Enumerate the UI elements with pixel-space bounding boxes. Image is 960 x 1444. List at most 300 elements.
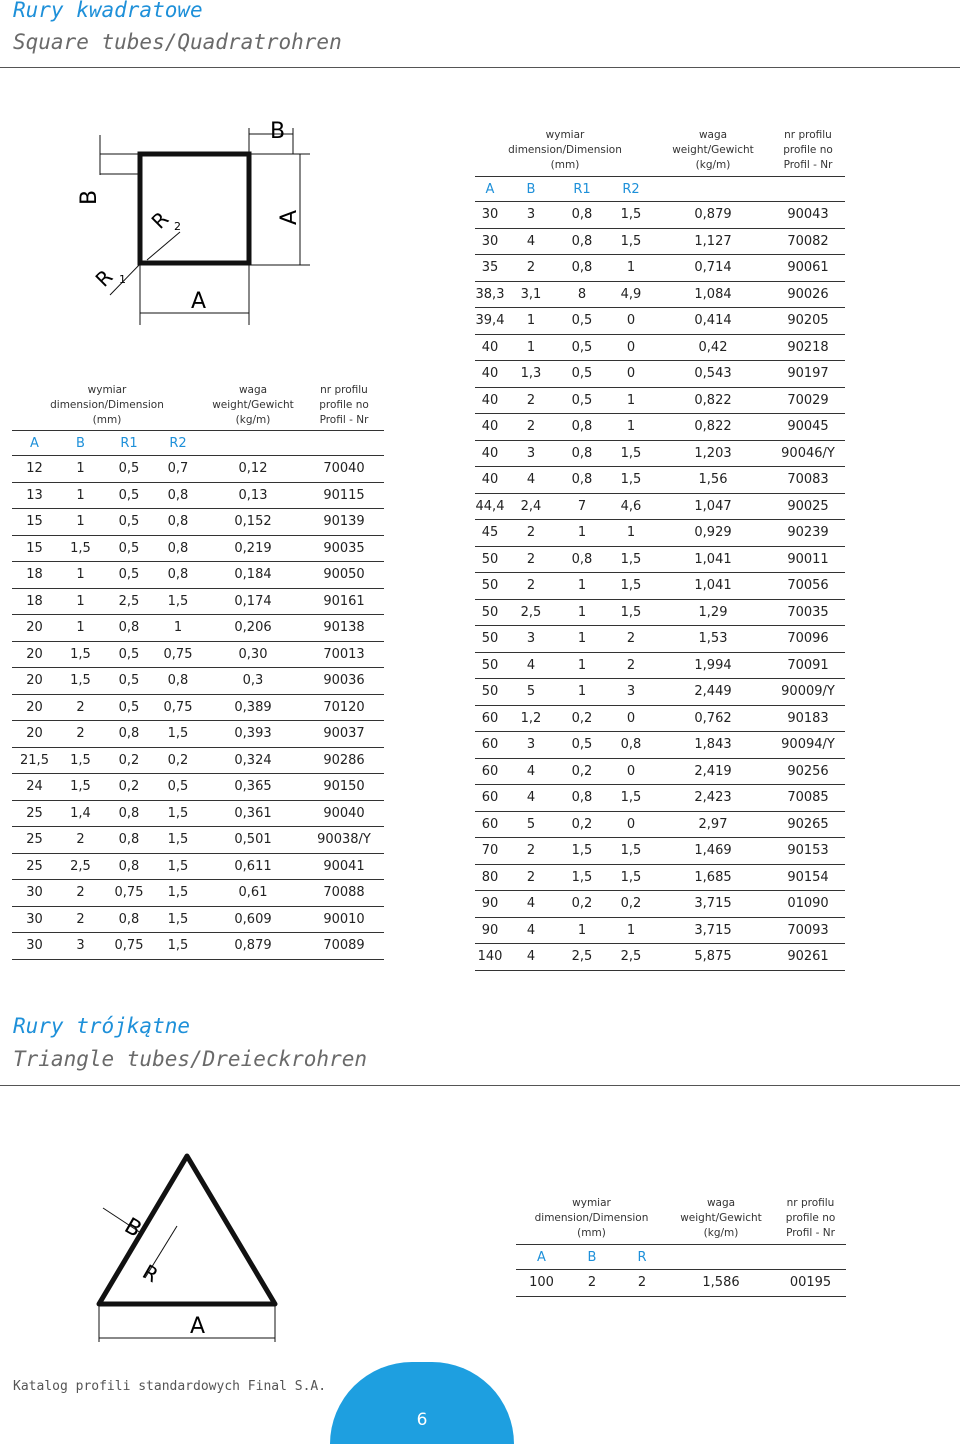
table-row — [475, 520, 845, 547]
cell-r1: 0,5 — [104, 482, 154, 509]
cell-profile: 90050 — [304, 562, 384, 589]
cell-r2: 1,5 — [154, 827, 202, 854]
cell-r1: 0,5 — [104, 641, 154, 668]
cell-b: 2 — [57, 694, 104, 721]
cell-r2: 1,5 — [607, 546, 655, 573]
table-row — [475, 414, 845, 441]
cell-b: 3 — [505, 732, 557, 759]
cell-b: 5 — [505, 679, 557, 706]
table-row — [475, 705, 845, 732]
cell-profile: 90115 — [304, 482, 384, 509]
triangle-table — [516, 1192, 846, 1297]
cell-a: 40 — [475, 440, 505, 467]
label-a-side: A — [277, 209, 302, 225]
col-r2: R2 — [607, 177, 655, 202]
cell-b: 1,5 — [57, 535, 104, 562]
cell-r1: 0,8 — [104, 853, 154, 880]
cell-r1: 0,8 — [104, 906, 154, 933]
header-profile: nr profilu profile no Profil - Nr — [304, 380, 384, 431]
cell-a: 90 — [475, 917, 505, 944]
cell-profile: 70091 — [771, 652, 845, 679]
col-blank — [304, 431, 384, 456]
cell-weight: 1,843 — [655, 732, 771, 759]
cell-b: 4 — [505, 917, 557, 944]
cell-weight: 0,219 — [202, 535, 304, 562]
table-row — [475, 944, 845, 971]
cell-a: 25 — [12, 800, 57, 827]
cell-b: 1 — [57, 456, 104, 483]
col-blank — [202, 431, 304, 456]
square-table-left — [12, 380, 384, 960]
col-a: A — [12, 431, 57, 456]
label-b-side: B — [77, 189, 102, 205]
cell-b: 2 — [505, 864, 557, 891]
table-row — [475, 387, 845, 414]
square-tube-diagram — [60, 110, 340, 335]
col-b: B — [567, 1245, 617, 1270]
cell-a: 45 — [475, 520, 505, 547]
cell-r2: 4,6 — [607, 493, 655, 520]
cell-weight: 3,715 — [655, 891, 771, 918]
cell-r1: 7 — [557, 493, 607, 520]
cell-r1: 1 — [557, 679, 607, 706]
cell-weight: 5,875 — [655, 944, 771, 971]
table-row — [12, 853, 384, 880]
header-profile: nr profilu profile no Profil - Nr — [771, 124, 845, 177]
cell-r2: 2 — [607, 652, 655, 679]
cell-r2: 0,2 — [154, 747, 202, 774]
table-row — [12, 906, 384, 933]
triangle-tube-diagram — [85, 1150, 315, 1350]
table-row — [12, 721, 384, 748]
cell-weight: 0,13 — [202, 482, 304, 509]
cell-a: 39,4 — [475, 308, 505, 335]
cell-a: 60 — [475, 785, 505, 812]
cell-r2: 1 — [607, 414, 655, 441]
cell-r1: 0,5 — [104, 456, 154, 483]
cell-a: 50 — [475, 599, 505, 626]
table-row — [475, 255, 845, 282]
cell-b: 1,5 — [57, 774, 104, 801]
cell-r1: 0,75 — [104, 880, 154, 907]
cell-r2: 1,5 — [154, 906, 202, 933]
cell-r1: 0,8 — [104, 800, 154, 827]
cell-a: 70 — [475, 838, 505, 865]
cell-a: 20 — [12, 694, 57, 721]
table-row — [475, 891, 845, 918]
cell-b: 3 — [505, 440, 557, 467]
table-row — [12, 774, 384, 801]
cell-r1: 1 — [557, 520, 607, 547]
table-row — [475, 308, 845, 335]
cell-profile: 90261 — [771, 944, 845, 971]
header-dimension: wymiar dimension/Dimension (mm) — [475, 124, 655, 177]
cell-weight: 1,127 — [655, 228, 771, 255]
cell-b: 2,4 — [505, 493, 557, 520]
cell-b: 1,5 — [57, 641, 104, 668]
cell-r1: 0,75 — [104, 933, 154, 960]
table-row — [475, 838, 845, 865]
label-r1: R — [90, 264, 118, 292]
section-title-triangle: Rury trójkątne — [13, 1014, 191, 1038]
cell-weight: 0,822 — [655, 387, 771, 414]
col-a: A — [475, 177, 505, 202]
cell-r1: 0,5 — [104, 668, 154, 695]
cell-r2: 1,5 — [154, 800, 202, 827]
table-row — [12, 694, 384, 721]
cell-a: 20 — [12, 615, 57, 642]
cell-r2: 1,5 — [607, 573, 655, 600]
cell-weight: 0,762 — [655, 705, 771, 732]
cell-weight: 3,715 — [655, 917, 771, 944]
cell-b: 1 — [505, 308, 557, 335]
col-r: R — [617, 1245, 667, 1270]
cell-weight: 1,994 — [655, 652, 771, 679]
table-row — [475, 361, 845, 388]
table-row — [12, 588, 384, 615]
cell-r1: 8 — [557, 281, 607, 308]
col-r2: R2 — [154, 431, 202, 456]
cell-profile: 90239 — [771, 520, 845, 547]
cell-profile: 70085 — [771, 785, 845, 812]
cell-b: 2 — [505, 573, 557, 600]
cell-profile: 70083 — [771, 467, 845, 494]
cell-b: 3 — [505, 202, 557, 229]
cell-r1: 1 — [557, 626, 607, 653]
table-row — [475, 917, 845, 944]
cell-a: 30 — [475, 202, 505, 229]
col-b: B — [57, 431, 104, 456]
cell-r2: 0,8 — [154, 562, 202, 589]
cell-b: 1,4 — [57, 800, 104, 827]
cell-r1: 0,5 — [557, 732, 607, 759]
label-r: R — [138, 1259, 163, 1288]
header-weight: waga weight/Gewicht (kg/m) — [202, 380, 304, 431]
cell-r2: 0 — [607, 334, 655, 361]
table-row — [12, 562, 384, 589]
cell-weight: 0,879 — [202, 933, 304, 960]
cell-profile: 70096 — [771, 626, 845, 653]
cell-r1: 0,5 — [557, 387, 607, 414]
cell-weight: 1,047 — [655, 493, 771, 520]
cell-a: 60 — [475, 758, 505, 785]
cell-profile: 90286 — [304, 747, 384, 774]
cell-r2: 1,5 — [607, 785, 655, 812]
cell-weight: 0,42 — [655, 334, 771, 361]
table-row — [12, 747, 384, 774]
table-row — [475, 440, 845, 467]
cell-profile: 90150 — [304, 774, 384, 801]
cell-a: 30 — [12, 880, 57, 907]
cell-r1: 1 — [557, 599, 607, 626]
cell-weight: 1,29 — [655, 599, 771, 626]
table-row — [475, 467, 845, 494]
cell-profile: 70013 — [304, 641, 384, 668]
cell-a: 100 — [516, 1270, 567, 1297]
cell-r1: 0,8 — [557, 202, 607, 229]
cell-profile: 70029 — [771, 387, 845, 414]
table-body — [475, 202, 845, 971]
cell-b: 1,3 — [505, 361, 557, 388]
cell-r1: 0,8 — [104, 827, 154, 854]
cell-a: 40 — [475, 334, 505, 361]
cell-r1: 0,2 — [557, 705, 607, 732]
table-row — [475, 679, 845, 706]
cell-r1: 0,8 — [104, 721, 154, 748]
cell-r2: 0,7 — [154, 456, 202, 483]
col-blank — [771, 177, 845, 202]
header-weight: waga weight/Gewicht (kg/m) — [667, 1192, 775, 1245]
cell-a: 140 — [475, 944, 505, 971]
cell-r1: 0,8 — [557, 255, 607, 282]
table-row — [12, 800, 384, 827]
cell-r2: 0,8 — [154, 535, 202, 562]
cell-profile: 00195 — [775, 1270, 846, 1297]
cell-b: 4 — [505, 758, 557, 785]
cell-weight: 0,61 — [202, 880, 304, 907]
cell-r2: 1,5 — [154, 853, 202, 880]
cell-a: 30 — [475, 228, 505, 255]
cell-r2: 1,5 — [607, 599, 655, 626]
cell-r2: 0,75 — [154, 694, 202, 721]
cell-r: 2 — [617, 1270, 667, 1297]
table-row — [475, 785, 845, 812]
square-table-right — [475, 124, 845, 971]
cell-r2: 0,8 — [607, 732, 655, 759]
col-b: B — [505, 177, 557, 202]
label-r2: R — [146, 206, 174, 234]
cell-weight: 0,389 — [202, 694, 304, 721]
cell-a: 38,3 — [475, 281, 505, 308]
table-row — [12, 880, 384, 907]
header-weight: waga weight/Gewicht (kg/m) — [655, 124, 771, 177]
table-body — [12, 456, 384, 960]
cell-weight: 0,361 — [202, 800, 304, 827]
cell-a: 50 — [475, 626, 505, 653]
cell-profile: 90218 — [771, 334, 845, 361]
cell-a: 20 — [12, 641, 57, 668]
cell-r1: 1 — [557, 652, 607, 679]
cell-weight: 0,206 — [202, 615, 304, 642]
catalog-footer: Katalog profili standardowych Final S.A. — [13, 1379, 327, 1394]
cell-profile: 90139 — [304, 509, 384, 536]
table-row — [12, 482, 384, 509]
table-column-labels — [516, 1245, 846, 1270]
col-blank — [775, 1245, 846, 1270]
header-profile: nr profilu profile no Profil - Nr — [775, 1192, 846, 1245]
cell-b: 2 — [57, 721, 104, 748]
table-row — [475, 202, 845, 229]
cell-weight: 0,543 — [655, 361, 771, 388]
cell-r1: 0,8 — [104, 615, 154, 642]
cell-r2: 1,5 — [607, 202, 655, 229]
table-row — [475, 811, 845, 838]
cell-r1: 2,5 — [557, 944, 607, 971]
cell-r2: 1,5 — [154, 933, 202, 960]
cell-a: 80 — [475, 864, 505, 891]
cell-weight: 2,423 — [655, 785, 771, 812]
cell-profile: 90036 — [304, 668, 384, 695]
cell-b: 4 — [505, 785, 557, 812]
cell-r1: 0,5 — [557, 334, 607, 361]
cell-b: 2 — [57, 827, 104, 854]
cell-a: 13 — [12, 482, 57, 509]
table-header — [475, 124, 845, 177]
cell-weight: 0,714 — [655, 255, 771, 282]
cell-a: 18 — [12, 562, 57, 589]
page-tab — [330, 1362, 514, 1444]
cell-r1: 0,8 — [557, 785, 607, 812]
cell-b: 1 — [57, 615, 104, 642]
cell-b: 1 — [57, 509, 104, 536]
cell-r2: 1,5 — [154, 880, 202, 907]
cell-b: 2 — [57, 880, 104, 907]
cell-b: 1,5 — [57, 668, 104, 695]
cell-b: 2 — [505, 520, 557, 547]
table-row — [475, 573, 845, 600]
table-header — [516, 1192, 846, 1245]
cell-profile: 90025 — [771, 493, 845, 520]
cell-r1: 0,2 — [557, 811, 607, 838]
cell-b: 1 — [57, 588, 104, 615]
cell-r2: 1,5 — [607, 228, 655, 255]
table-column-labels — [12, 431, 384, 456]
cell-profile: 90046/Y — [771, 440, 845, 467]
cell-profile: 90205 — [771, 308, 845, 335]
cell-a: 40 — [475, 414, 505, 441]
cell-r1: 0,5 — [557, 308, 607, 335]
table-row — [12, 509, 384, 536]
cell-b: 2 — [505, 546, 557, 573]
cell-b: 5 — [505, 811, 557, 838]
cell-weight: 1,469 — [655, 838, 771, 865]
cell-profile: 90011 — [771, 546, 845, 573]
cell-a: 20 — [12, 721, 57, 748]
cell-b: 1 — [57, 562, 104, 589]
cell-r2: 1 — [607, 255, 655, 282]
cell-weight: 1,041 — [655, 546, 771, 573]
table-row — [12, 668, 384, 695]
cell-profile: 90045 — [771, 414, 845, 441]
cell-r2: 0,5 — [154, 774, 202, 801]
cell-a: 50 — [475, 546, 505, 573]
table-row — [475, 599, 845, 626]
section-title-square: Rury kwadratowe — [13, 0, 203, 22]
cell-r1: 0,5 — [104, 535, 154, 562]
section-subtitle-square: Square tubes/Quadratrohren — [13, 30, 342, 54]
cell-a: 21,5 — [12, 747, 57, 774]
cell-profile: 90154 — [771, 864, 845, 891]
cell-profile: 90026 — [771, 281, 845, 308]
cell-profile: 90040 — [304, 800, 384, 827]
cell-r2: 1 — [154, 615, 202, 642]
cell-r2: 2 — [607, 626, 655, 653]
cell-profile: 90010 — [304, 906, 384, 933]
cell-r1: 0,2 — [557, 758, 607, 785]
cell-a: 12 — [12, 456, 57, 483]
table-row — [475, 493, 845, 520]
cell-r1: 0,2 — [104, 747, 154, 774]
cell-weight: 1,084 — [655, 281, 771, 308]
cell-r1: 0,5 — [104, 509, 154, 536]
cell-a: 50 — [475, 573, 505, 600]
cell-r2: 1,5 — [154, 588, 202, 615]
cell-r2: 0,8 — [154, 482, 202, 509]
cell-profile: 90043 — [771, 202, 845, 229]
cell-profile: 90197 — [771, 361, 845, 388]
cell-b: 3 — [505, 626, 557, 653]
label-b-top: B — [270, 119, 286, 144]
col-blank — [667, 1245, 775, 1270]
cell-profile: 90037 — [304, 721, 384, 748]
cell-b: 4 — [505, 228, 557, 255]
col-r1: R1 — [104, 431, 154, 456]
col-r1: R1 — [557, 177, 607, 202]
table-row — [475, 864, 845, 891]
cell-r2: 1 — [607, 917, 655, 944]
cell-b: 3 — [57, 933, 104, 960]
cell-a: 44,4 — [475, 493, 505, 520]
cell-weight: 0,30 — [202, 641, 304, 668]
cell-r1: 0,5 — [104, 562, 154, 589]
table-row — [516, 1270, 846, 1297]
cell-a: 35 — [475, 255, 505, 282]
cell-b: 4 — [505, 467, 557, 494]
cell-b: 1,2 — [505, 705, 557, 732]
table-row — [475, 546, 845, 573]
cell-r1: 1,5 — [557, 864, 607, 891]
cell-r2: 4,9 — [607, 281, 655, 308]
table-row — [475, 334, 845, 361]
cell-r1: 1,5 — [557, 838, 607, 865]
cell-weight: 0,501 — [202, 827, 304, 854]
label-a: A — [190, 1314, 206, 1339]
cell-profile: 90161 — [304, 588, 384, 615]
cell-weight: 0,609 — [202, 906, 304, 933]
cell-weight: 1,53 — [655, 626, 771, 653]
cell-r1: 0,5 — [104, 694, 154, 721]
cell-profile: 70088 — [304, 880, 384, 907]
cell-weight: 0,365 — [202, 774, 304, 801]
cell-weight: 0,822 — [655, 414, 771, 441]
cell-r2: 0,8 — [154, 509, 202, 536]
cell-weight: 2,419 — [655, 758, 771, 785]
cell-profile: 90094/Y — [771, 732, 845, 759]
cell-a: 15 — [12, 535, 57, 562]
cell-r1: 1 — [557, 573, 607, 600]
table-row — [475, 732, 845, 759]
cell-b: 1 — [505, 334, 557, 361]
header-dimension: wymiar dimension/Dimension (mm) — [516, 1192, 667, 1245]
table-row — [475, 228, 845, 255]
cell-profile: 90035 — [304, 535, 384, 562]
cell-profile: 70082 — [771, 228, 845, 255]
cell-weight: 1,56 — [655, 467, 771, 494]
cell-a: 40 — [475, 361, 505, 388]
cell-weight: 1,203 — [655, 440, 771, 467]
cell-profile: 90183 — [771, 705, 845, 732]
cell-a: 60 — [475, 732, 505, 759]
cell-profile: 90265 — [771, 811, 845, 838]
cell-r1: 0,2 — [557, 891, 607, 918]
cell-r2: 2,5 — [607, 944, 655, 971]
cell-r1: 2,5 — [104, 588, 154, 615]
cell-b: 4 — [505, 891, 557, 918]
cell-profile: 70056 — [771, 573, 845, 600]
cell-b: 2 — [505, 838, 557, 865]
cell-a: 40 — [475, 467, 505, 494]
cell-weight: 1,685 — [655, 864, 771, 891]
